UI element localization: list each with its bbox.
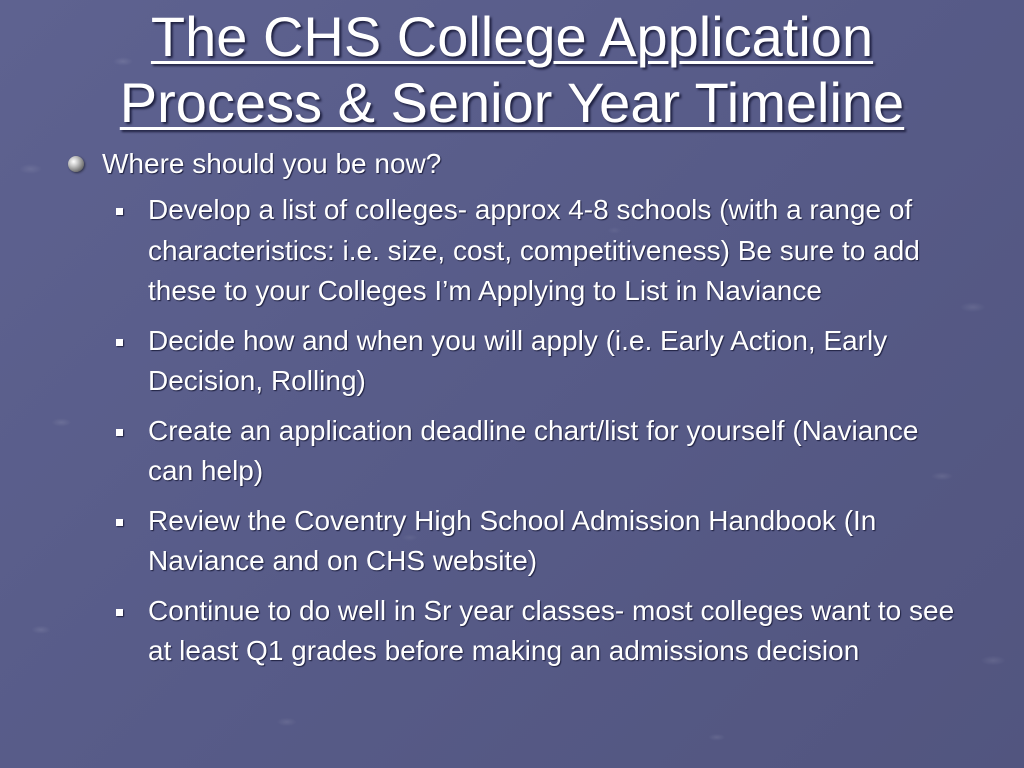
square-bullet-icon bbox=[116, 429, 123, 436]
sub-bullet-text: Decide how and when you will apply (i.e. Early Action, Early Decision, Rolling) bbox=[148, 324, 888, 396]
sub-bullet-text: Develop a list of colleges- approx 4-8 schools (with a range of characteristics: i.e. size, cost, competitiveness) Be sure to add these to your Colleges I’m Applying to List in Naviance bbox=[148, 194, 920, 306]
sub-bullet-list bbox=[66, 190, 966, 672]
sub-bullet-item bbox=[113, 190, 966, 312]
sub-bullet-text: Review the Coventry High School Admission Handbook (In Naviance and on CHS website) bbox=[148, 504, 877, 576]
sphere-bullet-icon bbox=[68, 156, 84, 172]
square-bullet-icon bbox=[116, 609, 123, 616]
sub-bullet-item bbox=[113, 591, 966, 672]
main-bullet-item bbox=[66, 146, 966, 182]
square-bullet-icon bbox=[116, 339, 123, 346]
sub-bullet-item bbox=[113, 501, 966, 582]
slide-title-line-2: Process & Senior Year Timeline bbox=[119, 71, 905, 134]
square-bullet-icon bbox=[116, 208, 123, 215]
sub-bullet-item bbox=[113, 411, 966, 492]
square-bullet-icon bbox=[116, 519, 123, 526]
sub-bullet-text: Continue to do well in Sr year classes- most colleges want to see at least Q1 grades before making an admissions decision bbox=[148, 594, 955, 666]
sub-bullet-item bbox=[113, 321, 966, 402]
slide-title bbox=[0, 0, 1024, 136]
sub-bullet-text: Create an application deadline chart/list for yourself (Naviance can help) bbox=[148, 414, 919, 486]
slide-body bbox=[66, 146, 966, 681]
slide-title-line-1: The CHS College Application bbox=[150, 5, 874, 68]
main-bullet-text: Where should you be now? bbox=[102, 148, 442, 179]
